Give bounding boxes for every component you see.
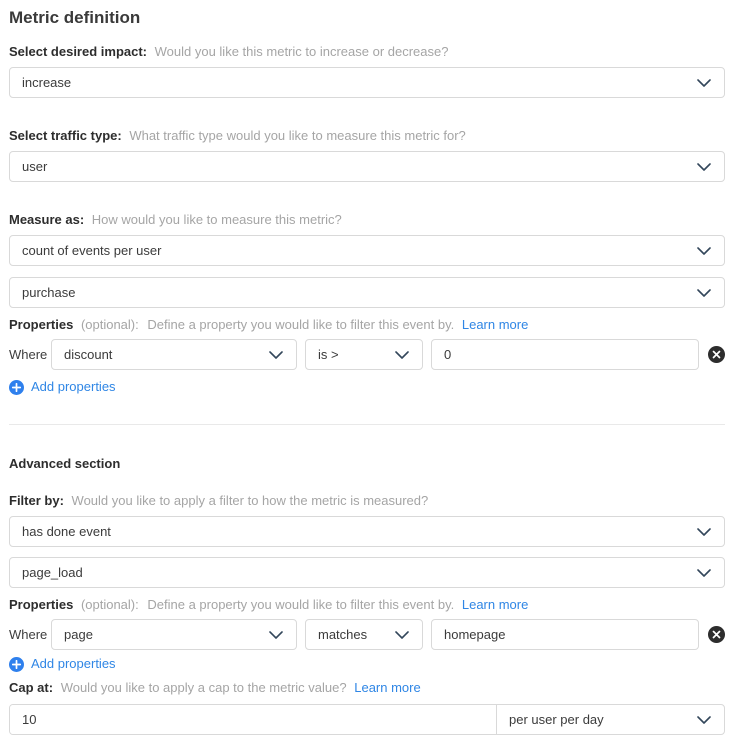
properties1-label-row [9,317,725,333]
property-operator-value: is > [318,347,339,362]
chevron-down-icon [269,347,283,362]
cap-unit-value: per user per day [509,712,604,727]
filter-property-operator-select[interactable] [305,619,423,650]
plus-icon [9,380,24,395]
chevron-down-icon [697,712,711,727]
section-divider [9,424,725,425]
where-label: Where [9,347,48,362]
filter-hint: Would you like to apply a filter to how the metric is measured? [71,493,429,508]
property-operator-select[interactable] [305,339,423,370]
chevron-down-icon [697,159,711,174]
traffic-select[interactable] [9,151,725,182]
impact-label: Select desired impact: [9,44,147,59]
measure-label: Measure as: [9,212,85,227]
property-value-input[interactable] [431,339,699,370]
properties2-label-row [9,597,725,613]
filter-property-name-value: page [64,627,93,642]
properties1-learn-more-link[interactable]: Learn more [461,317,529,332]
filter-event-select[interactable] [9,557,725,588]
chevron-down-icon [697,285,711,300]
properties1-optional: (optional): [80,317,139,332]
close-icon [712,350,721,359]
add-properties-button[interactable] [9,379,116,395]
measure-event-value: purchase [22,285,76,300]
remove-property-button[interactable] [708,626,725,643]
chevron-down-icon [697,524,711,539]
where-label: Where [9,627,48,642]
chevron-down-icon [395,627,409,642]
filter-label-row [9,493,725,509]
filter-property-name-select[interactable] [51,619,297,650]
filter-type-select[interactable] [9,516,725,547]
measure-event-select[interactable] [9,277,725,308]
cap-label: Cap at: [9,680,54,695]
page-title: Metric definition [9,8,141,27]
advanced-section-title: Advanced section [9,456,121,471]
filter-property-value-input[interactable] [431,619,699,650]
chevron-down-icon [697,565,711,580]
chevron-down-icon [697,75,711,90]
impact-hint: Would you like this metric to increase or decrease? [154,44,449,59]
filter-label: Filter by: [9,493,64,508]
close-icon [712,630,721,639]
measure-type-select[interactable] [9,235,725,266]
chevron-down-icon [395,347,409,362]
chevron-down-icon [697,243,711,258]
impact-select[interactable] [9,67,725,98]
properties2-learn-more-link[interactable]: Learn more [461,597,529,612]
measure-type-value: count of events per user [22,243,162,258]
traffic-label-row [9,128,725,144]
filter-type-value: has done event [22,524,111,539]
cap-value-input[interactable] [10,705,496,734]
add-properties-label: Add properties [31,656,116,671]
cap-label-row [9,680,725,696]
impact-label-row [9,44,725,60]
traffic-hint: What traffic type would you like to measure this metric for? [129,128,466,143]
measure-hint: How would you like to measure this metric? [91,212,342,227]
properties2-optional: (optional): [80,597,139,612]
cap-value-group [9,704,725,735]
traffic-label: Select traffic type: [9,128,122,143]
filter-event-value: page_load [22,565,83,580]
measure-label-row [9,212,725,228]
filter-property-operator-value: matches [318,627,368,642]
cap-learn-more-link[interactable]: Learn more [354,680,421,695]
add-properties-label: Add properties [31,379,116,394]
plus-icon [9,657,24,672]
property-name-value: discount [64,347,113,362]
cap-unit-select[interactable] [496,705,724,734]
add-properties-button[interactable] [9,656,116,672]
impact-select-value: increase [22,75,72,90]
property-row [9,619,725,650]
chevron-down-icon [269,627,283,642]
properties1-hint: Define a property you would like to filter this event by. [147,317,455,332]
properties1-label: Properties [9,317,74,332]
property-row [9,339,725,370]
traffic-select-value: user [22,159,48,174]
remove-property-button[interactable] [708,346,725,363]
properties2-label: Properties [9,597,74,612]
cap-hint: Would you like to apply a cap to the metric value? [60,680,347,695]
property-name-select[interactable] [51,339,297,370]
properties2-hint: Define a property you would like to filter this event by. [147,597,455,612]
